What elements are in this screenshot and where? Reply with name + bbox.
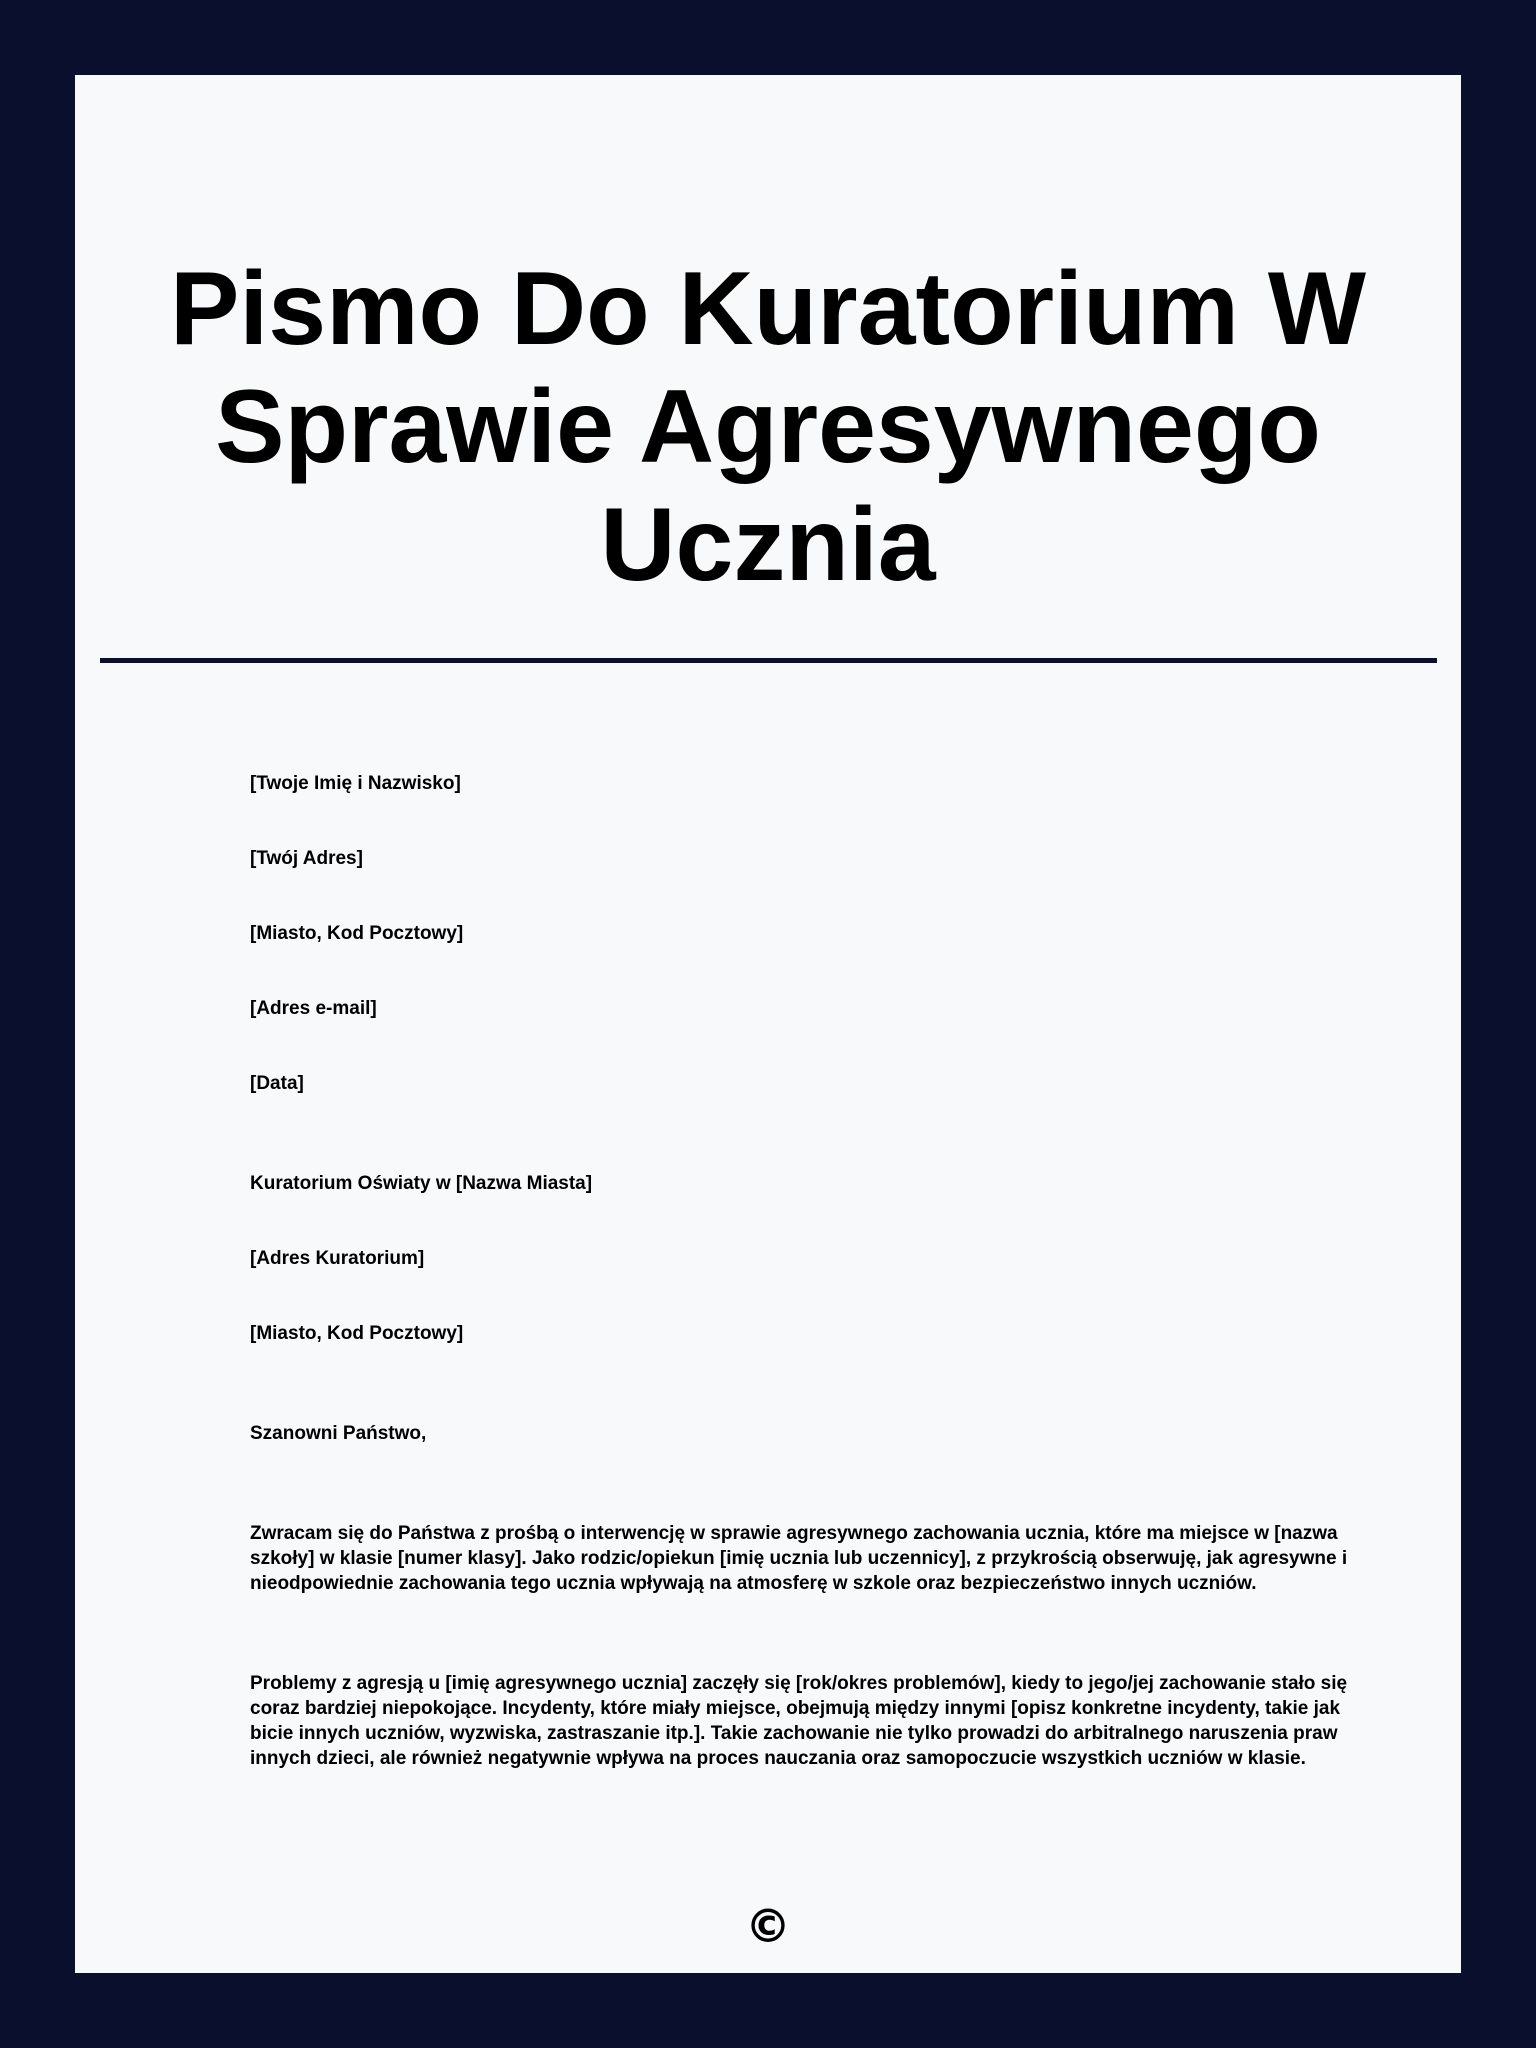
recipient-name: Kuratorium Oświaty w [Nazwa Miasta] [250,1173,593,1194]
copyright-symbol: © [745,1899,791,1953]
sender-email: [Adres e-mail] [250,998,377,1019]
body-paragraph-2: Problemy z agresją u [imię agresywnego ucznia] zaczęły się [rok/okres problemów], kiedy to jego/jej zachowanie stało się coraz bardziej niepokojące. Incydenty, które miały miejsce, obejmują między innymi [opisz konkretne incydenty, takie jak bicie innych uczniów, wyzwiska, zastraszanie itp.]. Takie zachowanie nie tylko prowadzi do arbitralnego naruszenia praw innych dzieci, ale również negatywnie wpływa na proces nauczania oraz samopoczucie wszystkich uczniów w klasie. [250,1673,1348,1769]
letter-body [250,771,1350,1846]
letter-date: [Data] [250,1073,304,1094]
document-page [75,75,1461,1973]
sender-name: [Twoje Imię i Nazwisko] [250,773,461,794]
recipient-city-postal: [Miasto, Kod Pocztowy] [250,1323,464,1344]
salutation: Szanowni Państwo, [250,1423,427,1444]
document-title: Pismo Do Kuratorium W Sprawie Agresywnego Ucznia [169,251,1367,603]
sender-city-postal: [Miasto, Kod Pocztowy] [250,923,464,944]
sender-address: [Twój Adres] [250,848,363,869]
body-paragraph-1: Zwracam się do Państwa z prośbą o interwencję w sprawie agresywnego zachowania ucznia, które ma miejsce w [nazwa szkoły] w klasie [numer klasy]. Jako rodzic/opiekun [imię ucznia lub uczennicy], z przykrością obserwuję, jak agresywne i nieodpowiednie zachowania tego ucznia wpływają na atmosferę w szkole oraz bezpieczeństwo innych uczniów. [250,1523,1348,1594]
title-divider [100,658,1437,663]
recipient-address: [Adres Kuratorium] [250,1248,425,1269]
